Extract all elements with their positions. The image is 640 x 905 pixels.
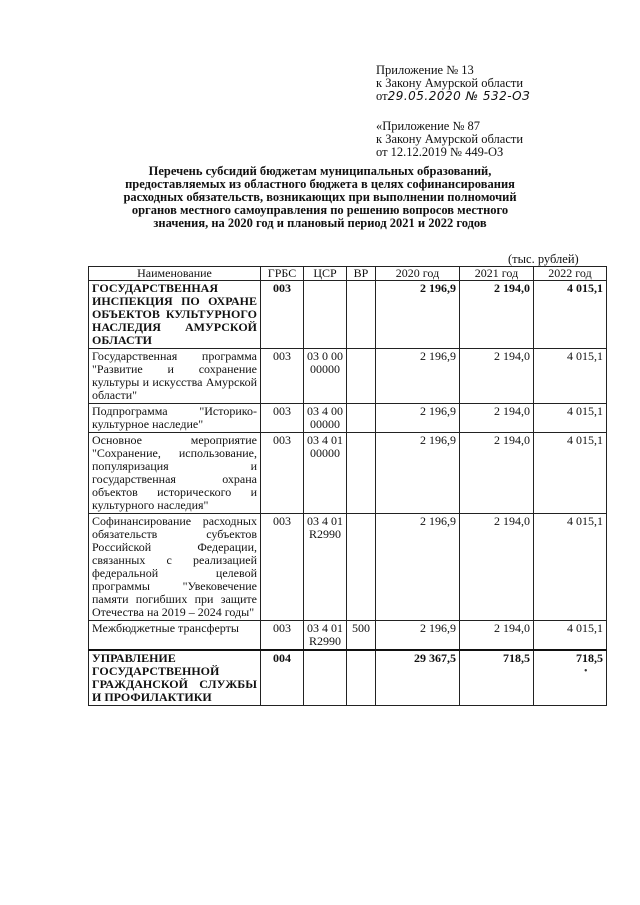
- cell-vr: [347, 514, 376, 621]
- cell-csr: 03 4 00 00000: [304, 404, 347, 433]
- cell-y2021: 2 194,0: [460, 433, 534, 514]
- previous-appendix-number: «Приложение № 87: [376, 119, 481, 133]
- cell-y2020: 2 196,9: [376, 349, 460, 404]
- cell-name: Подпрограмма "Историко-культурное наследие": [89, 404, 261, 433]
- cell-name: Межбюджетные трансферты: [89, 621, 261, 651]
- title-line-2: предоставляемых из областного бюджета в целях софинансирования: [125, 177, 515, 191]
- cell-csr: [304, 650, 347, 706]
- appendix-date-line: [376, 90, 530, 103]
- cell-y2020: 2 196,9: [376, 404, 460, 433]
- cell-vr: [347, 650, 376, 706]
- scan-speck: •: [584, 666, 588, 677]
- cell-y2020: 29 367,5: [376, 650, 460, 706]
- document-title: [100, 165, 540, 230]
- cell-vr: [347, 349, 376, 404]
- cell-grbs: 003: [261, 433, 304, 514]
- cell-y2020: 2 196,9: [376, 433, 460, 514]
- table-row: [89, 433, 607, 514]
- units-label: (тыс. рублей): [508, 252, 579, 266]
- appendix-date-prefix: от: [376, 89, 388, 103]
- table-row: [89, 404, 607, 433]
- cell-grbs: 003: [261, 514, 304, 621]
- cell-y2021: 2 194,0: [460, 349, 534, 404]
- cell-grbs: 003: [261, 404, 304, 433]
- cell-vr: [347, 433, 376, 514]
- cell-y2022: 4 015,1: [534, 621, 607, 651]
- previous-appendix-date: от 12.12.2019 № 449-ОЗ: [376, 145, 504, 159]
- header-2020: 2020 год: [376, 267, 460, 281]
- cell-csr: [304, 281, 347, 349]
- cell-y2022: 4 015,1: [534, 514, 607, 621]
- table-header-row: [89, 267, 607, 281]
- title-line-1: Перечень субсидий бюджетам муниципальных образований,: [148, 164, 492, 178]
- cell-name: УПРАВЛЕНИЕ ГОСУДАРСТВЕННОЙ ГРАЖДАНСКОЙ СЛУЖБЫ И ПРОФИЛАКТИКИ: [89, 650, 261, 706]
- header-2021: 2021 год: [460, 267, 534, 281]
- cell-csr: 03 0 00 00000: [304, 349, 347, 404]
- table-row: [89, 650, 607, 706]
- cell-name: Государственная программа "Развитие и сохранение культуры и искусства Амурской области": [89, 349, 261, 404]
- cell-y2022: 4 015,1: [534, 433, 607, 514]
- cell-vr: [347, 281, 376, 349]
- subsidies-table: [88, 266, 607, 706]
- cell-y2022: 4 015,1: [534, 281, 607, 349]
- cell-y2020: 2 196,9: [376, 281, 460, 349]
- table-row: [89, 349, 607, 404]
- cell-name: ГОСУДАРСТВЕННАЯ ИНСПЕКЦИЯ ПО ОХРАНЕ ОБЪЕКТОВ КУЛЬТУРНОГО НАСЛЕДИЯ АМУРСКОЙ ОБЛАСТИ: [89, 281, 261, 349]
- table-body: [89, 281, 607, 706]
- cell-y2020: 2 196,9: [376, 621, 460, 651]
- cell-y2022: 718,5: [534, 650, 607, 706]
- header-grbs: ГРБС: [261, 267, 304, 281]
- table-row: [89, 281, 607, 349]
- cell-y2021: 2 194,0: [460, 281, 534, 349]
- cell-y2021: 2 194,0: [460, 621, 534, 651]
- title-line-3: расходных обязательств, возникающих при выполнении полномочий: [123, 190, 517, 204]
- cell-y2021: 2 194,0: [460, 514, 534, 621]
- table-row: [89, 621, 607, 651]
- cell-csr: 03 4 01 00000: [304, 433, 347, 514]
- cell-vr: 500: [347, 621, 376, 651]
- cell-y2020: 2 196,9: [376, 514, 460, 621]
- cell-csr: 03 4 01 R2990: [304, 621, 347, 651]
- cell-y2022: 4 015,1: [534, 349, 607, 404]
- header-2022: 2022 год: [534, 267, 607, 281]
- appendix-header: [376, 64, 530, 103]
- header-vr: ВР: [347, 267, 376, 281]
- cell-grbs: 004: [261, 650, 304, 706]
- cell-grbs: 003: [261, 349, 304, 404]
- cell-grbs: 003: [261, 281, 304, 349]
- cell-grbs: 003: [261, 621, 304, 651]
- cell-name: Основное мероприятие "Сохранение, использование, популяризация и государственная охрана объектов исторического и культурного наследия": [89, 433, 261, 514]
- title-line-5: значения, на 2020 год и плановый период 2021 и 2022 годов: [153, 216, 487, 230]
- cell-y2022: 4 015,1: [534, 404, 607, 433]
- title-line-4: органов местного самоуправления по решению вопросов местного: [131, 203, 509, 217]
- appendix-law-reference: к Закону Амурской области: [376, 76, 524, 90]
- previous-appendix-header: [376, 120, 523, 159]
- appendix-number: Приложение № 13: [376, 63, 474, 77]
- cell-csr: 03 4 01 R2990: [304, 514, 347, 621]
- cell-name: Софинансирование расходных обязательств субъектов Российской Федерации, связанных с реализацией федеральной целевой программы "Увековечение памяти погибших при защите Отечества на 2019 – 2024 годы": [89, 514, 261, 621]
- header-name: Наименование: [89, 267, 261, 281]
- cell-y2021: 718,5: [460, 650, 534, 706]
- cell-y2021: 2 194,0: [460, 404, 534, 433]
- cell-vr: [347, 404, 376, 433]
- previous-appendix-law-reference: к Закону Амурской области: [376, 132, 524, 146]
- table-row: [89, 514, 607, 621]
- header-csr: ЦСР: [304, 267, 347, 281]
- handwritten-date-number: 29.05.2020 № 532-ОЗ: [387, 89, 531, 103]
